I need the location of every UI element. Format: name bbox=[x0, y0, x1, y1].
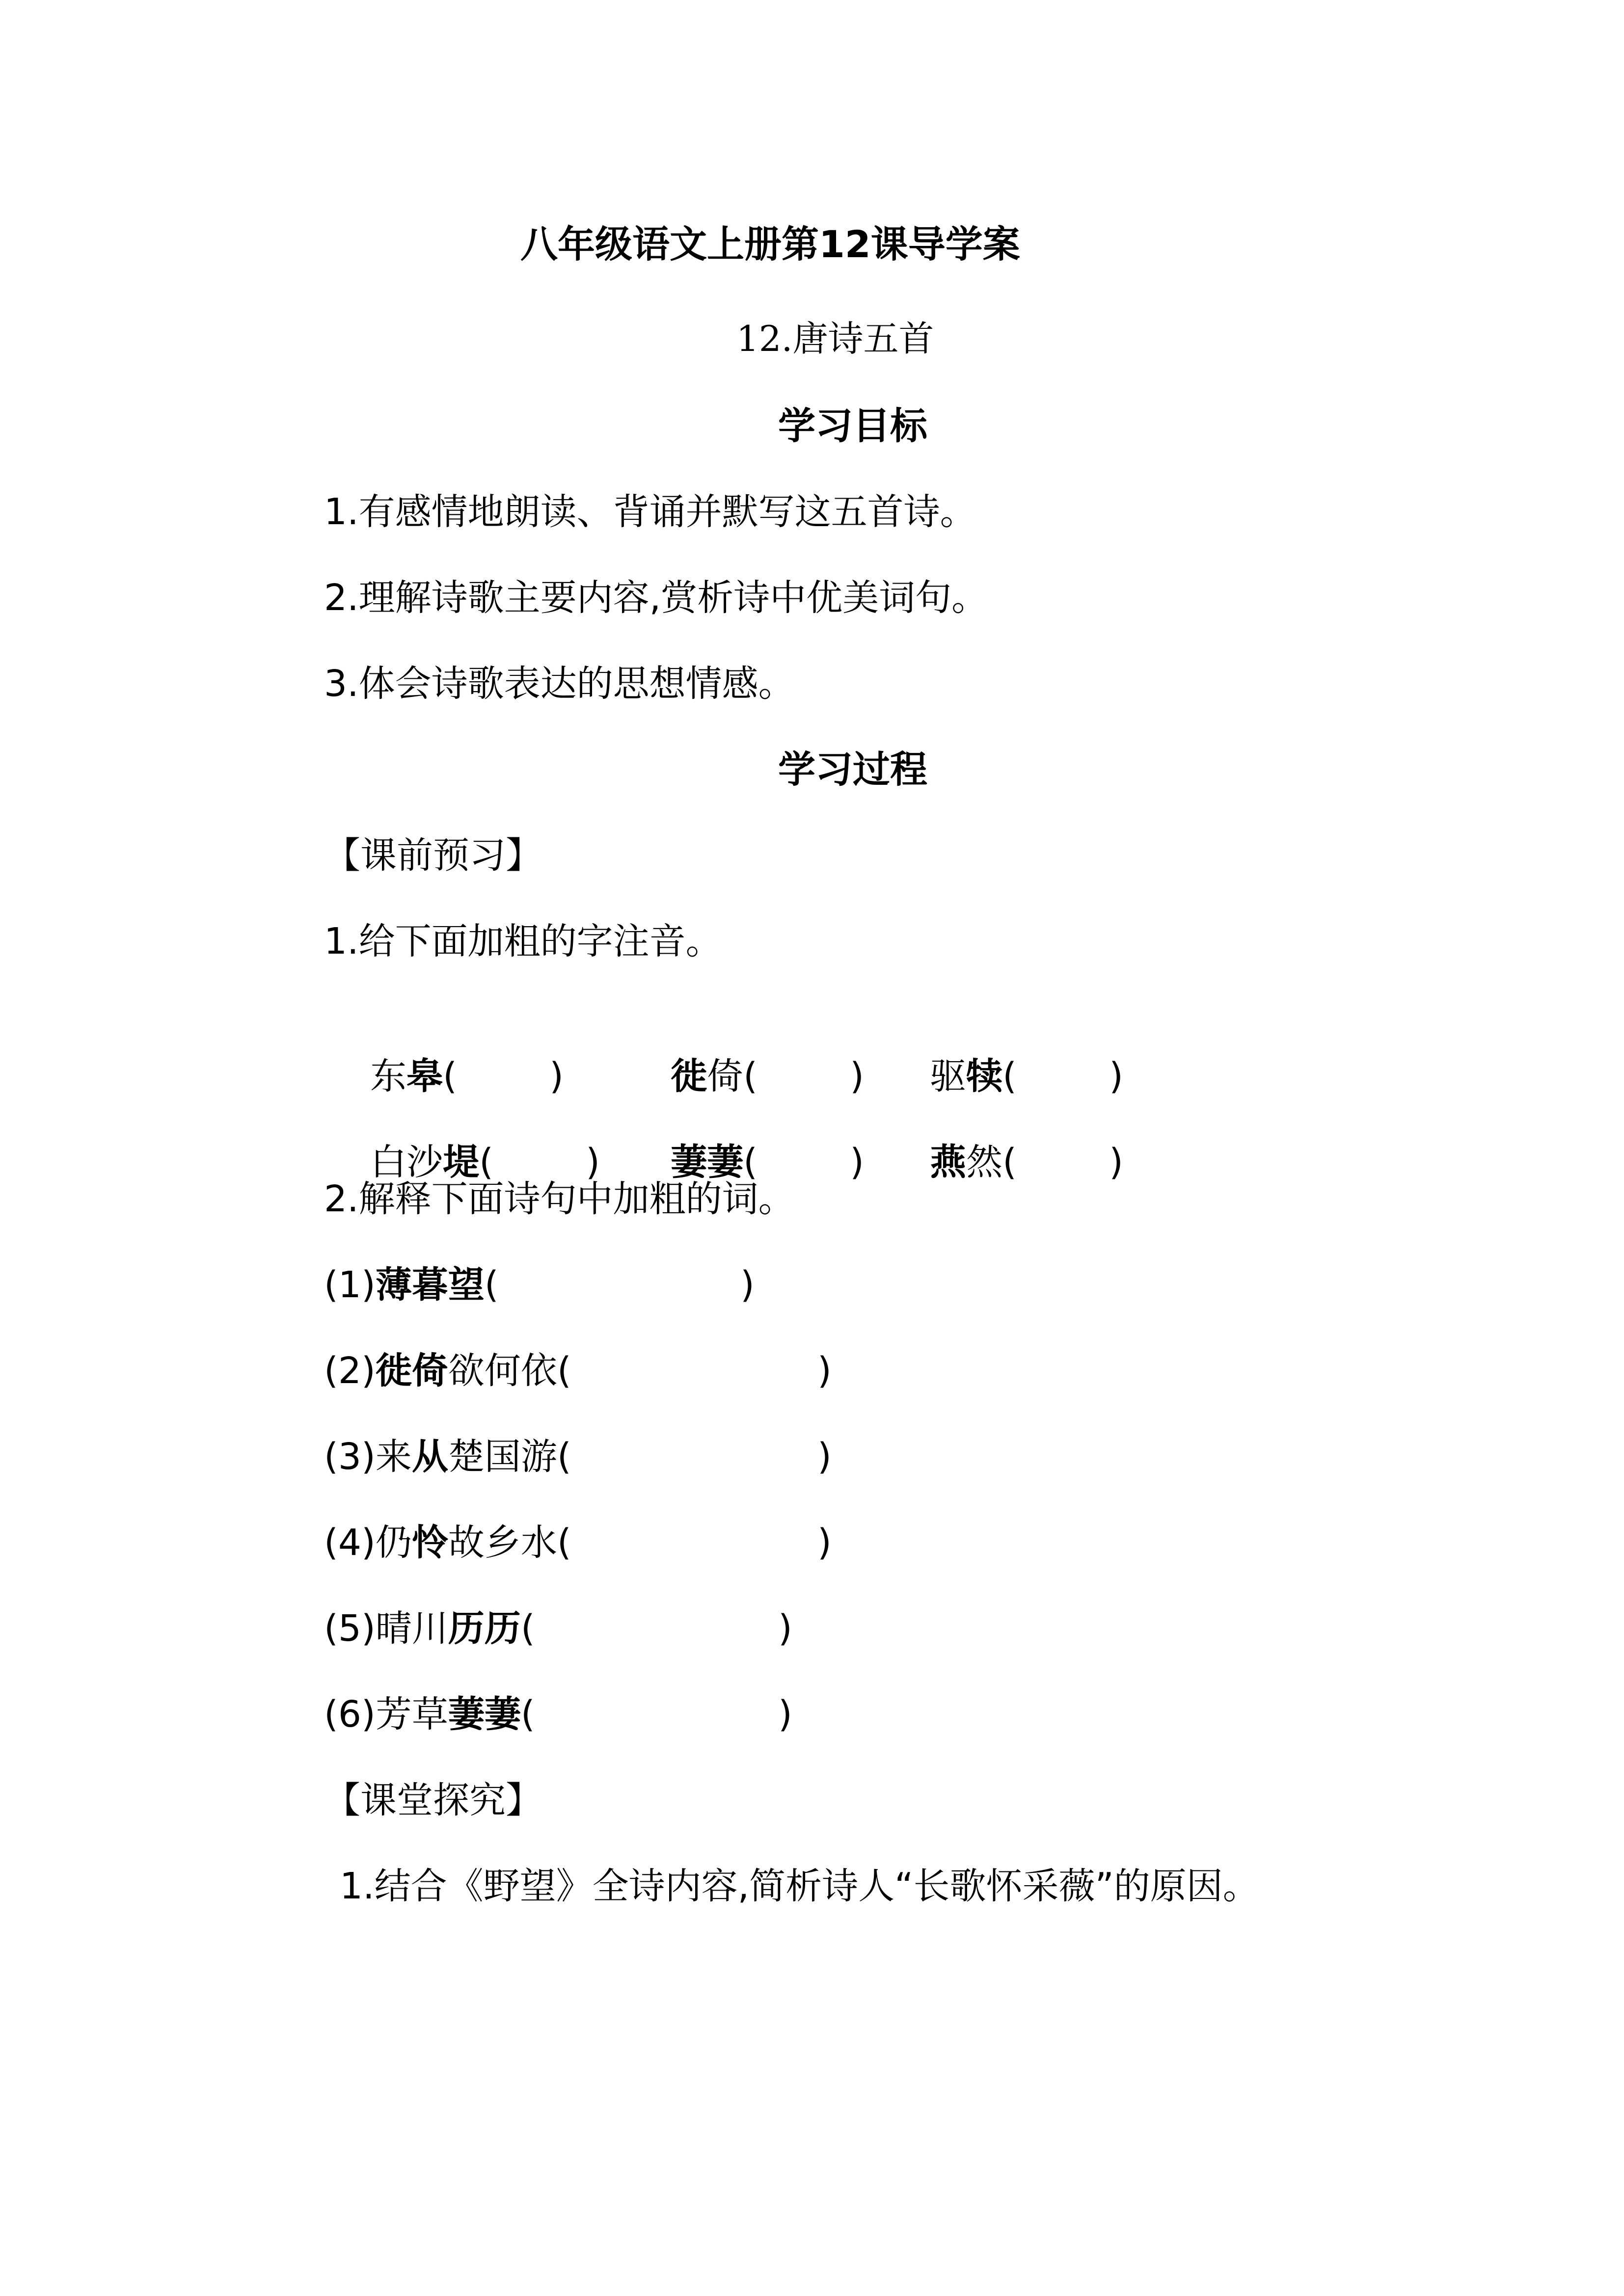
explain-text: (4)仍怜故乡水( bbox=[324, 1522, 571, 1564]
explain-text: (6)芳草萋萋( bbox=[324, 1693, 535, 1735]
objective-item: 3.体会诗歌表达的思想情感。 bbox=[324, 663, 795, 705]
pinyin-question: 1.给下面加粗的字注音。 bbox=[324, 920, 722, 962]
answer-blank[interactable]: ( ) bbox=[743, 1055, 865, 1097]
explain-item bbox=[0, 1518, 1624, 1567]
answer-blank[interactable]: ( ) bbox=[443, 1055, 564, 1097]
explain-item bbox=[0, 1346, 1624, 1395]
close-paren: ) bbox=[740, 1264, 755, 1306]
explore-question: 1.结合《野望》全诗内容,简析诗人“长歌怀采薇”的原因。 bbox=[340, 1865, 1259, 1907]
pinyin-item: 燕然( ) bbox=[930, 1141, 1124, 1183]
explain-text: (3)来从楚国游( bbox=[324, 1436, 571, 1478]
explain-item bbox=[0, 1432, 1624, 1481]
explain-item bbox=[0, 1260, 1624, 1309]
answer-blank[interactable]: ( ) bbox=[479, 1141, 600, 1183]
explain-item bbox=[0, 1690, 1624, 1739]
explain-text: (1)薄暮望( bbox=[324, 1264, 499, 1306]
close-paren: ) bbox=[778, 1693, 792, 1735]
pinyin-item: 徙倚( ) bbox=[671, 1055, 865, 1097]
explain-text: (5)晴川历历( bbox=[324, 1607, 535, 1650]
pinyin-row bbox=[0, 1089, 1624, 1183]
preview-label: 【课前预习】 bbox=[324, 834, 542, 877]
close-paren: ) bbox=[817, 1350, 832, 1392]
page-title: 八年级语文上册第12课导学案 bbox=[520, 222, 1020, 266]
pinyin-item: 东皋( ) bbox=[370, 1055, 564, 1097]
objective-item: 1.有感情地朗读、背诵并默写这五首诗。 bbox=[324, 491, 976, 533]
explain-question: 2.解释下面诗句中加粗的词。 bbox=[324, 1178, 795, 1220]
answer-blank[interactable]: ( ) bbox=[1002, 1055, 1124, 1097]
explain-text: (2)徙倚欲何依( bbox=[324, 1350, 571, 1392]
close-paren: ) bbox=[817, 1436, 832, 1478]
process-heading: 学习过程 bbox=[778, 748, 927, 791]
answer-blank[interactable]: ( ) bbox=[1002, 1141, 1124, 1183]
pinyin-item: 驱犊( ) bbox=[930, 1055, 1124, 1097]
objectives-heading: 学习目标 bbox=[778, 404, 927, 448]
pinyin-row bbox=[0, 1003, 1624, 1097]
objective-item: 2.理解诗歌主要内容,赏析诗中优美词句。 bbox=[324, 577, 988, 619]
explore-label: 【课堂探究】 bbox=[324, 1779, 542, 1821]
lesson-subtitle: 12.唐诗五首 bbox=[736, 318, 934, 359]
close-paren: ) bbox=[817, 1522, 832, 1564]
pinyin-item: 白沙堤( ) bbox=[370, 1141, 600, 1183]
explain-item bbox=[0, 1604, 1624, 1653]
close-paren: ) bbox=[778, 1607, 792, 1650]
answer-blank[interactable]: ( ) bbox=[743, 1141, 865, 1183]
pinyin-item: 萋萋( ) bbox=[671, 1141, 865, 1183]
